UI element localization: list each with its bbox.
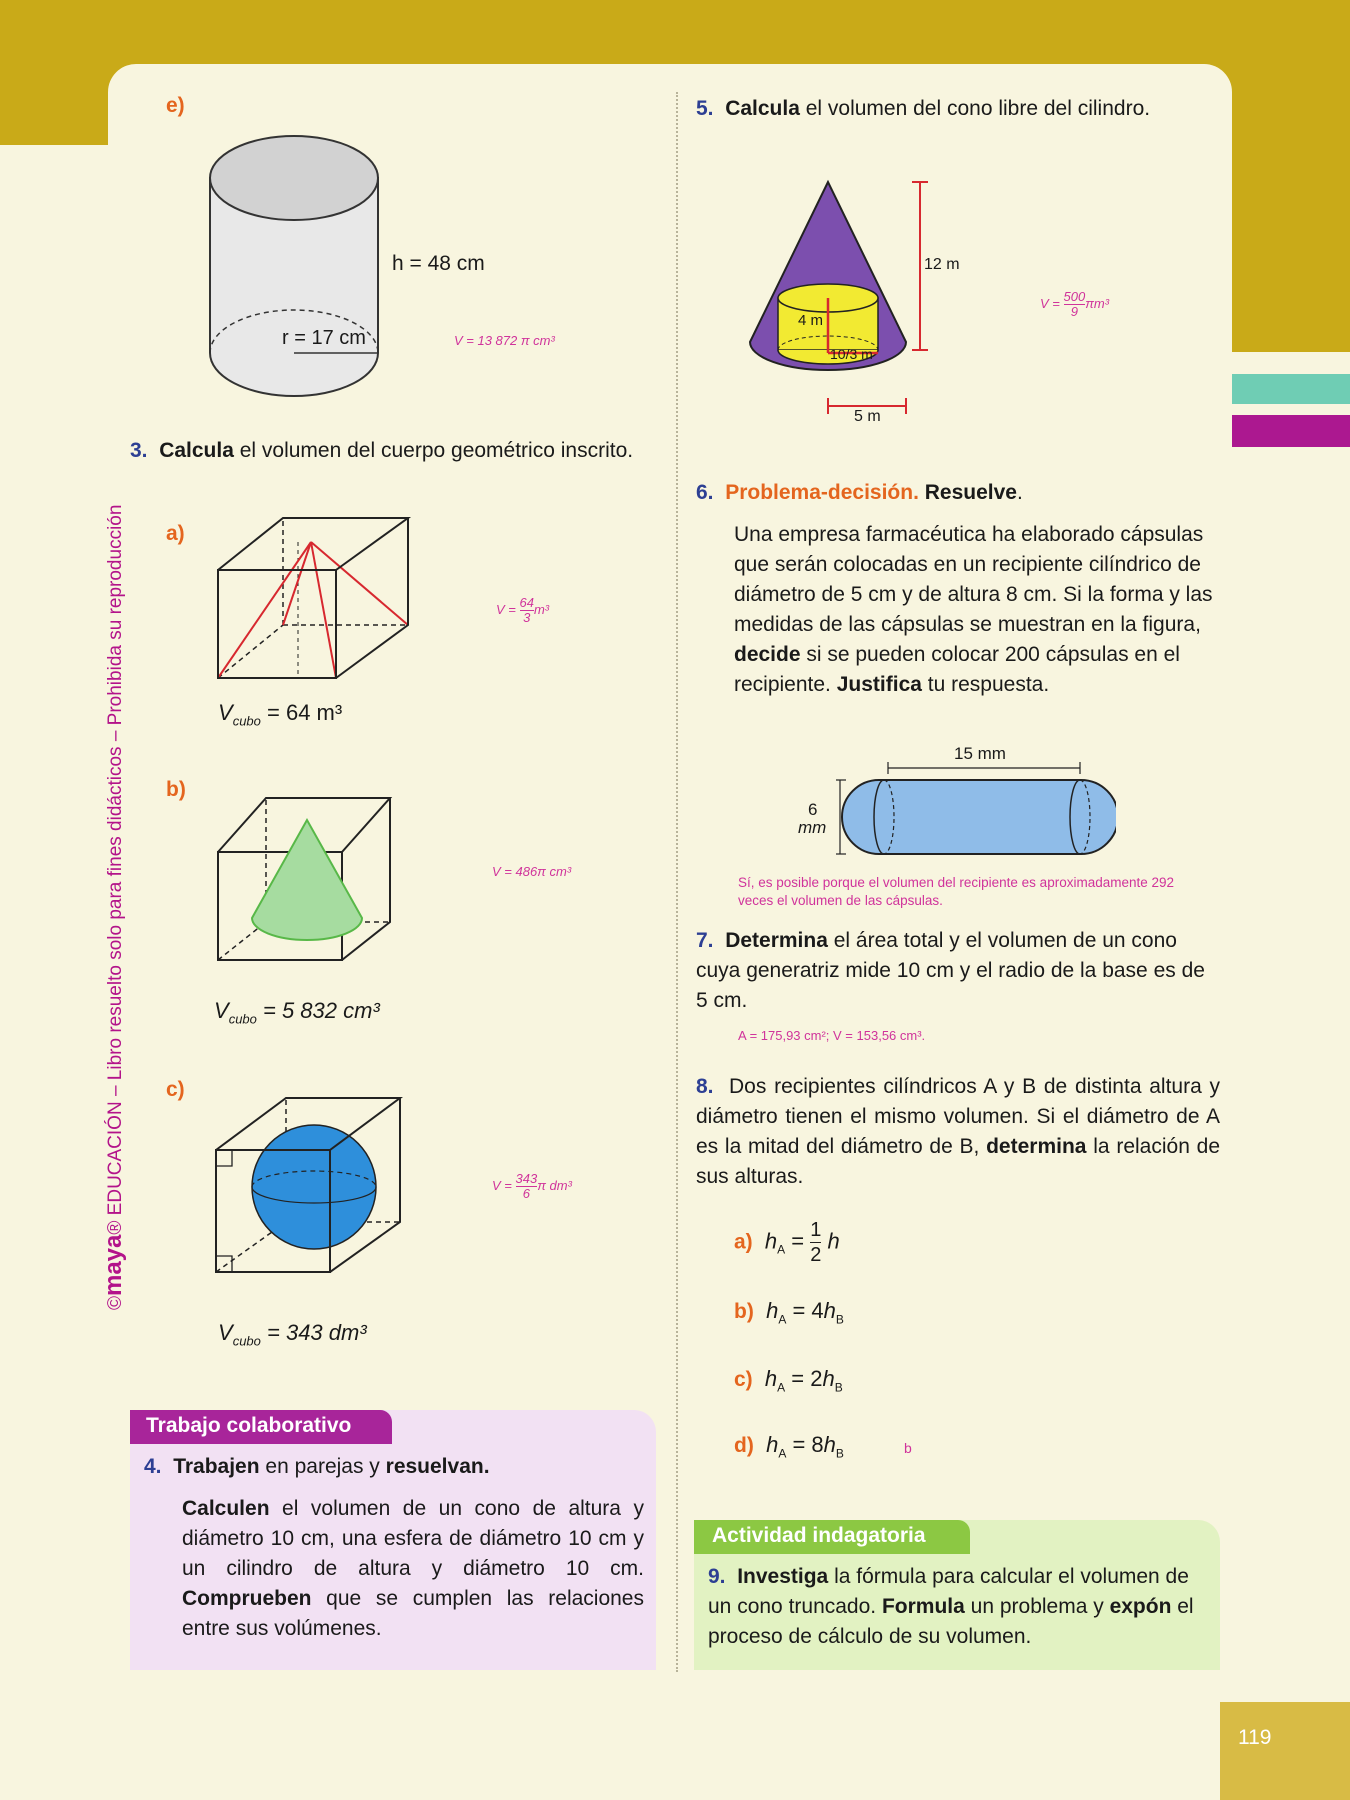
cylinder-height-label-q5: 4 m [798, 312, 824, 329]
q3b-answer: V = 486π cm³ [492, 864, 572, 879]
q3a-answer: V = $\frac{64}{3}$ m³ [496, 595, 550, 625]
collaborative-tab: Trabajo colaborativo [130, 1410, 392, 1444]
cube-cone-figure [210, 790, 400, 965]
q7-answer: A = 175,93 cm²; V = 153,56 cm³. [738, 1028, 926, 1043]
question-9: 9. Investiga la fórmula para calcular el volumen de un cono truncado. Formula un problema y expón el proceso de cálculo de su volumen. [708, 1565, 1194, 1648]
capsule-figure [836, 758, 1116, 862]
exercise-e-answer: V = 13 872 π cm³ [454, 333, 555, 348]
q8-option-c[interactable]: c) $h_A = 2h_B$ [734, 1366, 843, 1395]
inquiry-tab: Actividad indagatoria [694, 1520, 970, 1554]
cube-pyramid-figure [210, 510, 420, 685]
capsule-diameter-label-2: mm [798, 818, 827, 837]
cylinder-figure [200, 128, 400, 408]
exercise-e-letter: e) [166, 94, 185, 117]
cylinder-height-label: h = 48 cm [392, 252, 485, 275]
q3c-letter: c) [166, 1078, 185, 1101]
q3a-cube-volume: $V_{cubo} = 64$ m³ [218, 700, 343, 729]
q3a-letter: a) [166, 522, 185, 545]
question-5: 5. Calcula el volumen del cono libre del cilindro. [696, 97, 1151, 120]
cone-height-label: 12 m [924, 256, 960, 273]
question-6-heading: 6. Problema-decisión. Resuelve. [696, 481, 1023, 504]
cylinder-radius-label-q5: 10/3 m [830, 346, 873, 362]
question-4-body: Calculen el volumen de un cono de altura y diámetro 10 cm, una esfera de diámetro 10 cm y un cilindro de altura y diámetro 10 cm. Comprueben que se cumplen las relaciones entre sus volúmenes. [182, 1497, 644, 1640]
q3b-cube-volume: $V_{cubo} = 5$ 832 cm³ [214, 998, 380, 1027]
teal-tab-marker [1232, 374, 1350, 404]
magenta-tab-marker [1232, 415, 1350, 447]
capsule-length-label: 15 mm [954, 744, 1006, 763]
question-4-heading: 4. Trabajen en parejas y resuelvan. [144, 1455, 490, 1478]
cone-cylinder-figure [740, 170, 980, 420]
question-8: 8. Dos recipientes cilíndricos A y B de distinta altura y diámetro tienen el mismo volumen. Si el diámetro de A es la mitad del diámetro de B, determina la relación de sus alturas. [696, 1075, 1220, 1188]
cone-radius-label: 5 m [854, 408, 881, 425]
q8-option-a[interactable]: a) $h_A$ = $\frac{1}{2}$ h [734, 1219, 840, 1266]
q8-answer: b [904, 1440, 912, 1456]
copyright-side-text: ©maya® EDUCACIÓN – Libro resuelto solo para fines didácticos – Prohibida su reproducción [100, 504, 127, 1310]
cube-sphere-figure [210, 1090, 410, 1280]
question-3: 3. Calcula el volumen del cuerpo geométrico inscrito. [130, 439, 634, 462]
cylinder-radius-label: r = 17 cm [282, 327, 366, 349]
q3c-answer: V = $\frac{343}{6}$ π dm³ [492, 1171, 572, 1201]
q5-answer: V = $\frac{500}{9}$ πm³ [1040, 289, 1110, 319]
question-6-body: Una empresa farmacéutica ha elaborado cápsulas que serán colocadas en un recipiente cilíndrico de diámetro de 5 cm y de altura 8 cm. Si la forma y las medidas de las cápsulas se muestran en la figura, decide si se pueden colocar 200 cápsulas en el recipiente. Justifica tu respuesta. [734, 523, 1213, 696]
page-number: 119 [1220, 1702, 1350, 1800]
right-band [1232, 0, 1350, 352]
q3c-cube-volume: $V_{cubo} = 343$ dm³ [218, 1320, 367, 1349]
q8-option-d[interactable]: d) $h_A = 8h_B$ [734, 1432, 844, 1461]
q6-answer: Sí, es posible porque el volumen del recipiente es aproximadamente 292 veces el volumen de las cápsulas. [738, 875, 1175, 908]
q8-option-b[interactable]: b) $h_A = 4h_B$ [734, 1298, 844, 1327]
question-7: 7. Determina el área total y el volumen de un cono cuya generatriz mide 10 cm y el radio de la base es de 5 cm. [696, 929, 1205, 1012]
q3b-letter: b) [166, 778, 186, 801]
capsule-diameter-label-1: 6 [808, 800, 818, 819]
column-divider [676, 92, 678, 1672]
